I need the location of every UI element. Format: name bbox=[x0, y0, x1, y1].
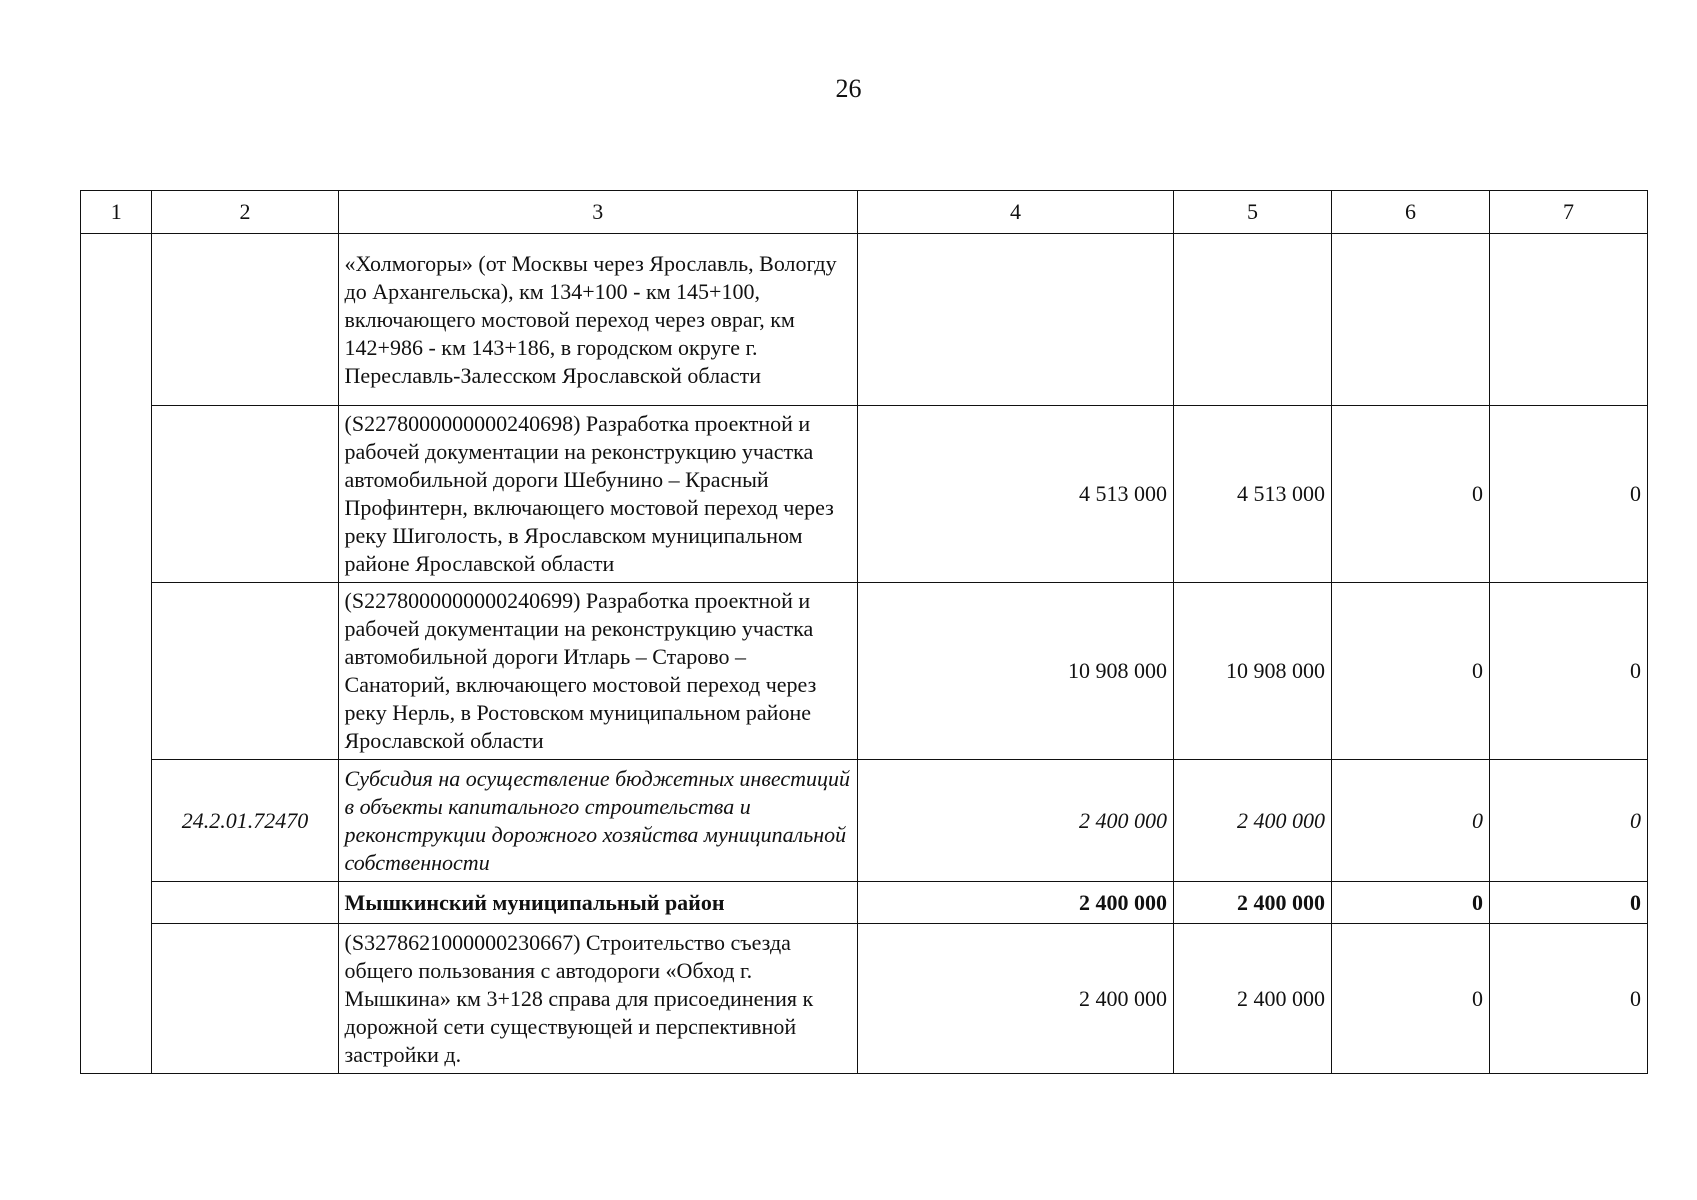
header-col-5: 5 bbox=[1173, 191, 1331, 234]
col5-cell: 2 400 000 bbox=[1173, 882, 1331, 924]
table-row bbox=[81, 583, 1648, 760]
merged-col-1-cell bbox=[81, 234, 152, 1074]
col4-cell: 10 908 000 bbox=[857, 583, 1173, 760]
table-row-subsidy bbox=[81, 760, 1648, 882]
col6-cell: 0 bbox=[1331, 882, 1489, 924]
header-col-2: 2 bbox=[152, 191, 338, 234]
code-cell bbox=[152, 924, 338, 1074]
col4-cell: 2 400 000 bbox=[857, 882, 1173, 924]
col5-cell bbox=[1173, 234, 1331, 406]
header-col-7: 7 bbox=[1489, 191, 1647, 234]
table-row bbox=[81, 234, 1648, 406]
col5-cell: 4 513 000 bbox=[1173, 406, 1331, 583]
table-row bbox=[81, 924, 1648, 1074]
description-cell: (S2278000000000240698) Разработка проектной и рабочей документации на реконструкцию участка автомобильной дороги Шебунино – Красный Профинтерн, включающего мостовой переход через реку Шиголость, в Ярославском муниципальном районе Ярославской области bbox=[338, 406, 857, 583]
code-cell bbox=[152, 882, 338, 924]
col6-cell: 0 bbox=[1331, 760, 1489, 882]
col7-cell: 0 bbox=[1489, 882, 1647, 924]
col6-cell: 0 bbox=[1331, 406, 1489, 583]
description-cell: Субсидия на осуществление бюджетных инвестиций в объекты капитального строительства и реконструкции дорожного хозяйства муниципальной собственности bbox=[338, 760, 857, 882]
col7-cell: 0 bbox=[1489, 924, 1647, 1074]
header-col-1: 1 bbox=[81, 191, 152, 234]
table-row bbox=[81, 406, 1648, 583]
col6-cell: 0 bbox=[1331, 583, 1489, 760]
col7-cell: 0 bbox=[1489, 406, 1647, 583]
table-row-district-total bbox=[81, 882, 1648, 924]
col6-cell: 0 bbox=[1331, 924, 1489, 1074]
col6-cell bbox=[1331, 234, 1489, 406]
col7-cell: 0 bbox=[1489, 583, 1647, 760]
code-cell: 24.2.01.72470 bbox=[152, 760, 338, 882]
code-cell bbox=[152, 234, 338, 406]
page-number: 26 bbox=[835, 74, 862, 103]
header-col-4: 4 bbox=[857, 191, 1173, 234]
budget-table bbox=[80, 190, 1648, 1074]
col7-cell: 0 bbox=[1489, 760, 1647, 882]
col4-cell: 4 513 000 bbox=[857, 406, 1173, 583]
col4-cell: 2 400 000 bbox=[857, 760, 1173, 882]
code-cell bbox=[152, 406, 338, 583]
col5-cell: 2 400 000 bbox=[1173, 924, 1331, 1074]
header-col-6: 6 bbox=[1331, 191, 1489, 234]
header-row bbox=[81, 191, 1648, 234]
description-cell: (S3278621000000230667) Строительство съезда общего пользования с автодороги «Обход г. Мышкина» км 3+128 справа для присоединения к дорожной сети существующей и перспективной застройки д. bbox=[338, 924, 857, 1074]
code-cell bbox=[152, 583, 338, 760]
col5-cell: 10 908 000 bbox=[1173, 583, 1331, 760]
description-cell: Мышкинский муниципальный район bbox=[338, 882, 857, 924]
description-cell: (S2278000000000240699) Разработка проектной и рабочей документации на реконструкцию участка автомобильной дороги Итларь – Старово – Санаторий, включающего мостовой переход через реку Нерль, в Ростовском муниципальном районе Ярославской области bbox=[338, 583, 857, 760]
col4-cell: 2 400 000 bbox=[857, 924, 1173, 1074]
description-cell: «Холмогоры» (от Москвы через Ярославль, Вологду до Архангельска), км 134+100 - км 145+100, включающего мостовой переход через овраг, км 142+986 - км 143+186, в городском округе г. Переславль-Залесском Ярославской области bbox=[338, 234, 857, 406]
col4-cell bbox=[857, 234, 1173, 406]
col7-cell bbox=[1489, 234, 1647, 406]
header-col-3: 3 bbox=[338, 191, 857, 234]
col5-cell: 2 400 000 bbox=[1173, 760, 1331, 882]
